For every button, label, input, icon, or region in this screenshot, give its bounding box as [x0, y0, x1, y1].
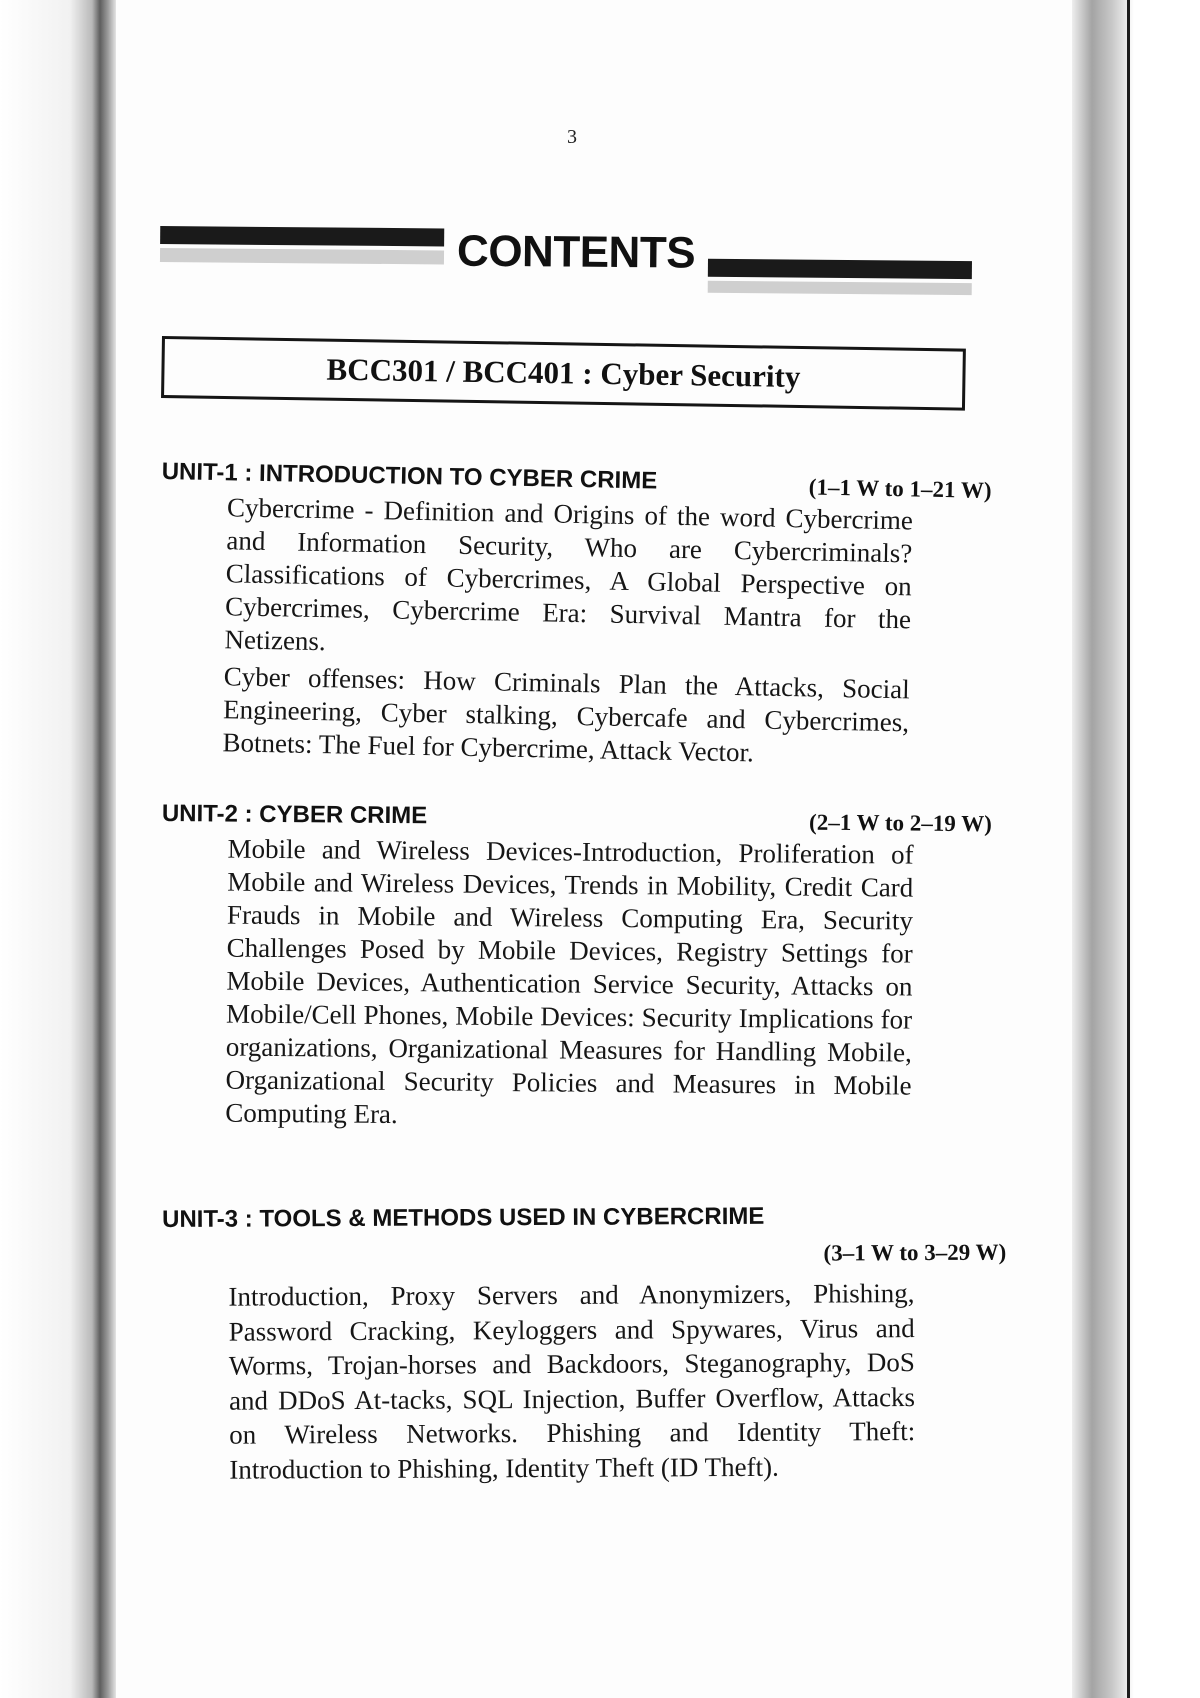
unit-1-section	[156, 458, 992, 778]
unit-page-range: (1–1 W to 1–21 W)	[808, 474, 992, 503]
unit-paragraph: Mobile and Wireless Devices-Introduction, Proliferation of Mobile and Wireless Devices, Trends in Mobility, Credit Card Frauds in Mobile and Wireless Computing Era, Security Challenges Posed by Mobile Devices, Registry Settings for Mobile Devices, Authentication Service Security, Attacks on Mobile/Cell Phones, Mobile Devices: Security Implications for organizations, Organizational Measures for Handling Mobile, Organizational Security Policies and Measures in Mobile Computing Era.	[225, 833, 914, 1130]
unit-title: UNIT-1 : INTRODUCTION TO CYBER CRIME	[161, 458, 658, 495]
unit-paragraph: Introduction, Proxy Servers and Anonymizers, Phishing, Password Cracking, Keyloggers and Spywares, Virus and Worms, Trojan-horses and Backdoors, Steganography, DoS and DDoS At-tacks, SQL Injection, Buffer Overflow, Attacks on Wireless Networks. Phishing and Identity Theft: Introduction to Phishing, Identity Theft (ID Theft).	[228, 1278, 916, 1485]
unit-paragraph: Cyber offenses: How Criminals Plan the Attacks, Social Engineering, Cyber stalking, Cybercafe and Cybercrimes, Botnets: The Fuel for Cybercrime, Attack Vector.	[222, 661, 910, 768]
unit-description	[225, 833, 914, 1136]
unit-3-section	[162, 1202, 1007, 1491]
scan-right-margin	[1072, 0, 1200, 1698]
scan-right-edge-line	[1127, 0, 1130, 1698]
unit-title: UNIT-3 : TOOLS & METHODS USED IN CYBERCRIME	[162, 1202, 765, 1233]
unit-description	[228, 1276, 915, 1487]
unit-title: UNIT-2 : CYBER CRIME	[161, 800, 428, 830]
scan-left-margin	[0, 0, 116, 1698]
contents-heading: CONTENTS	[456, 226, 696, 278]
unit-description	[222, 491, 913, 772]
unit-page-range: (2–1 W to 2–19 W)	[808, 809, 992, 837]
contents-banner	[160, 226, 972, 293]
banner-rule-left	[160, 226, 444, 246]
unit-paragraph: Cybercrime - Definition and Origins of the word Cybercrime and Information Security, Who are Cybercriminals? Classifications of Cybercrimes, A Global Perspective on Cybercrimes, Cybercrime Era: Survival Mantra for the Netizens.	[224, 492, 914, 657]
banner-shade-right	[708, 281, 972, 295]
banner-shade-left	[160, 248, 444, 264]
unit-2-section	[159, 800, 992, 1140]
subject-title: BCC301 / BCC401 : Cyber Security	[326, 351, 801, 395]
page-number: 3	[567, 126, 577, 148]
subject-title-box	[161, 336, 966, 411]
unit-page-range: (3–1 W to 3–29 W)	[823, 1239, 1007, 1266]
banner-rule-right	[708, 259, 972, 279]
unit-header	[162, 1202, 1007, 1270]
